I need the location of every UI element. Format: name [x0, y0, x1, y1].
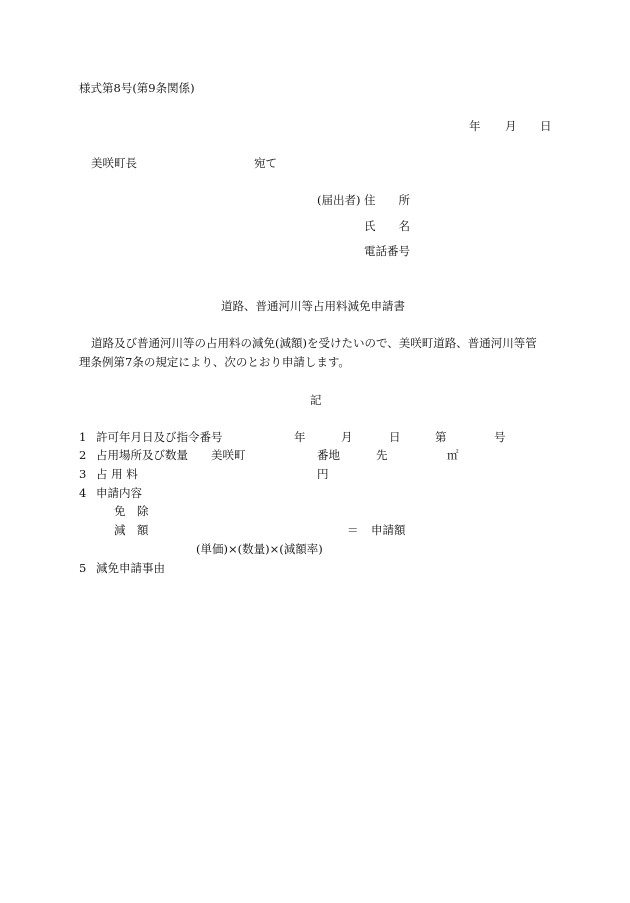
item1-label: 許可年月日及び指令番号: [96, 430, 223, 444]
item1-day: 日: [389, 430, 401, 444]
ki-heading: 記: [310, 393, 322, 407]
item1-go: 号: [494, 430, 506, 444]
applicant-name-label: 氏 名: [364, 219, 410, 233]
item1-number: 1: [79, 430, 87, 444]
item4-label: 申請内容: [96, 486, 142, 500]
item1-dai: 第: [435, 430, 447, 444]
addressee-suffix: 宛て: [254, 156, 277, 170]
document-title: 道路、普通河川等占用料減免申請書: [221, 299, 405, 313]
item4-menjo: 免 除: [114, 504, 149, 518]
item2-unit: ㎡: [447, 448, 459, 462]
item1-year: 年: [294, 430, 306, 444]
item2-banchi: 番地: [317, 448, 340, 462]
item1-month: 月: [341, 430, 353, 444]
item5-number: 5: [79, 561, 87, 575]
item2-label: 占用場所及び数量: [96, 448, 188, 462]
item4-formula: (単価)×(数量)×(減額率): [196, 542, 323, 556]
item2-number: 2: [79, 448, 87, 462]
form-number: 様式第8号(第9条関係): [79, 81, 195, 95]
item4-equals: ＝: [347, 523, 359, 537]
item4-gengaku: 減 額: [114, 523, 149, 537]
addressee-name: 美咲町長: [91, 156, 137, 170]
date-day: 日: [540, 119, 552, 133]
item3-label: 占 用 料: [96, 467, 138, 481]
applicant-phone-label: 電話番号: [364, 244, 410, 258]
date-year: 年: [469, 119, 481, 133]
item3-yen: 円: [317, 467, 329, 481]
body-line-2: 理条例第7条の規定により、次のとおり申請します。: [79, 355, 350, 369]
item4-number: 4: [79, 486, 87, 500]
item3-number: 3: [79, 467, 87, 481]
item5-label: 減免申請事由: [96, 561, 165, 575]
item2-town: 美咲町: [211, 448, 246, 462]
applicant-address-label: 住 所: [364, 193, 410, 207]
item2-saki: 先: [376, 448, 388, 462]
date-month: 月: [505, 119, 517, 133]
item4-result: 申請額: [371, 523, 406, 537]
applicant-label: (届出者): [317, 193, 361, 207]
body-line-1: 道路及び普通河川等の占用料の減免(減額)を受けたいので、美咲町道路、普通河川等管: [91, 336, 537, 350]
